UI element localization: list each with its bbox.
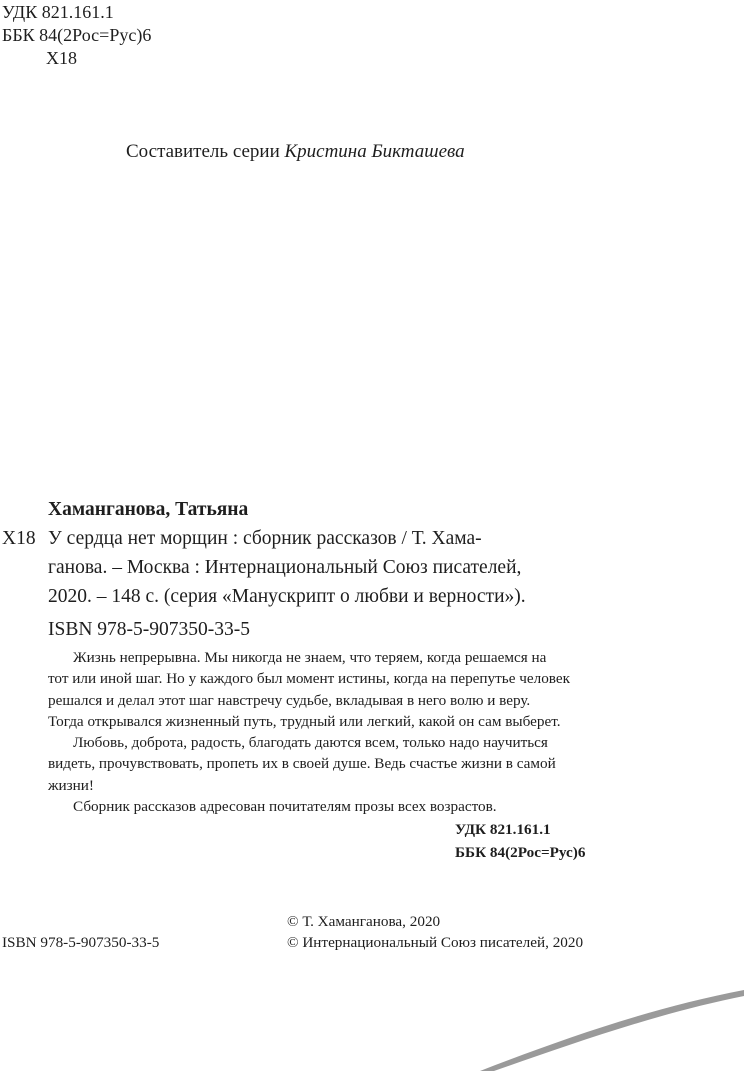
annotation-line: Сборник рассказов адресован почитателям прозы всех возрастов. <box>73 798 497 816</box>
copyright-author: © Т. Хаманганова, 2020 <box>287 913 441 930</box>
swoosh-shape <box>480 990 744 1071</box>
footer-isbn: ISBN 978-5-907350-33-5 <box>2 934 160 951</box>
record-isbn: ISBN 978-5-907350-33-5 <box>48 619 251 640</box>
annotation-line: видеть, прочувствовать, пропеть их в своей душе. Ведь счастье жизни в самой <box>48 755 556 773</box>
annotation-line: Жизнь непрерывна. Мы никогда не знаем, что теряем, когда решаемся на <box>73 649 547 666</box>
author-heading: Хаманганова, Татьяна <box>48 499 249 520</box>
description-line: 2020. – 148 с. (серия «Манускрипт о любви и верности»). <box>48 586 526 607</box>
classification-udk: УДК 821.161.1 <box>455 821 551 838</box>
top-author-mark: Х18 <box>46 48 77 68</box>
compiler-name: Кристина Бикташева <box>284 141 465 162</box>
description-line: ганова. – Москва : Интернациональный Союз писателей, <box>48 557 522 578</box>
annotation-line: решался и делал этот шаг навстречу судьбе, вкладывая в него волю и веру. <box>48 691 531 709</box>
description-line: У сердца нет морщин : сборник рассказов / Т. Хама- <box>48 528 482 549</box>
top-bbk: ББК 84(2Рос=Рус)6 <box>2 25 152 45</box>
top-udk: УДК 821.161.1 <box>2 2 114 22</box>
annotation-line: тот или иной шаг. Но у каждого был момент истины, когда на перепутье человек <box>48 670 570 688</box>
record-author-mark: Х18 <box>2 528 36 549</box>
copyright-publisher: © Интернациональный Союз писателей, 2020 <box>287 934 584 951</box>
annotation-line: жизни! <box>48 776 94 794</box>
annotation-line: Любовь, доброта, радость, благодать даются всем, только надо научиться <box>73 734 548 752</box>
classification-bbk: ББК 84(2Рос=Рус)6 <box>455 844 586 861</box>
compiler-role: Составитель серии <box>126 141 285 162</box>
annotation-line: Тогда открывался жизненный путь, трудный или легкий, какой он сам выберет. <box>48 712 561 730</box>
